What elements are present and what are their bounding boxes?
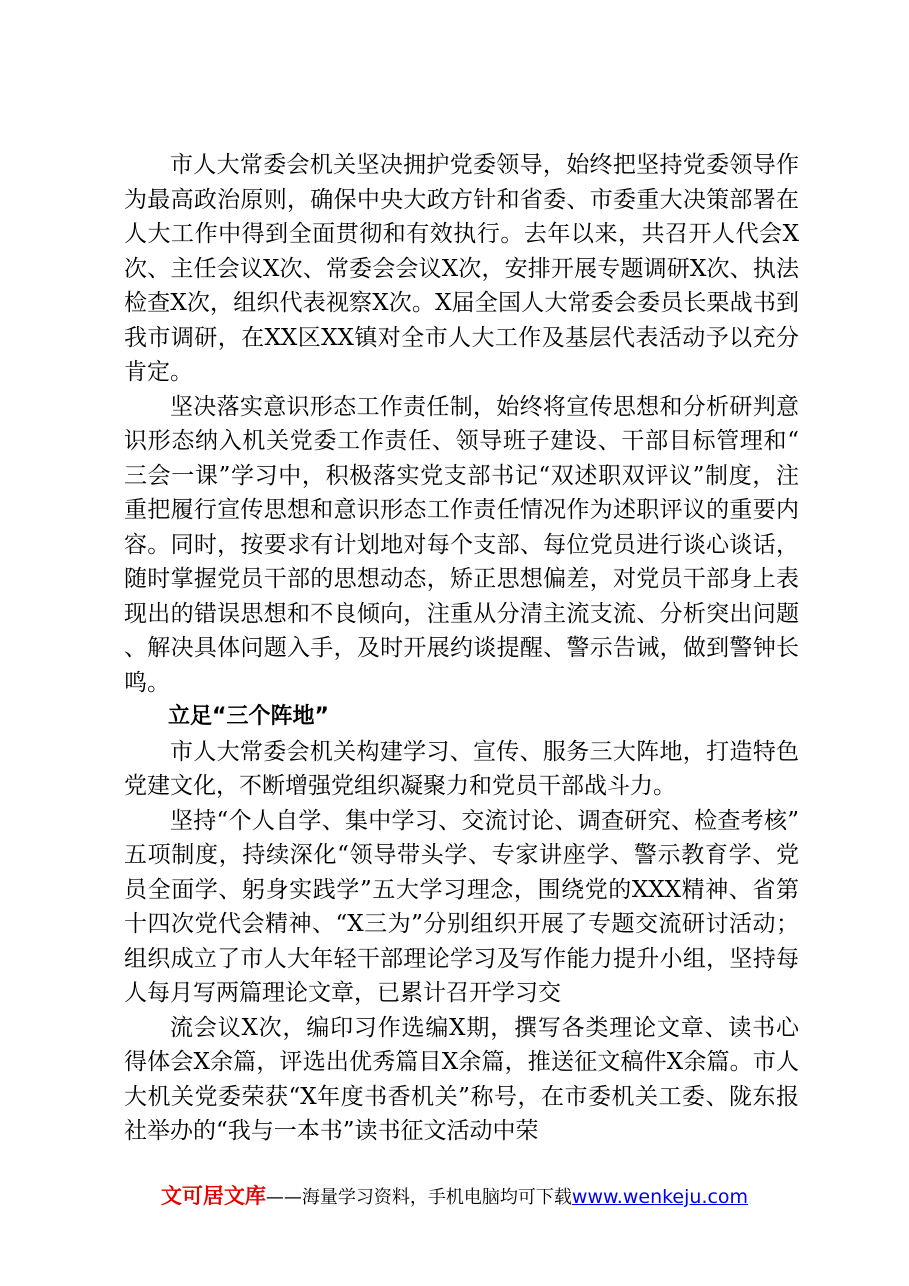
section-heading: 立足“三个阵地” xyxy=(168,704,329,729)
paragraph-study-results: 流会议X次，编印习作选编X期，撰写各类理论文章、读书心得体会X余篇，评选出优秀篇目X余篇，推送征文稿件X余篇。市人大机关党委荣获“X年度书香机关”称号，在市委机关工委、陇东报社举办的“我与一本书”读书征文活动中荣 xyxy=(124,1014,799,1144)
paragraph-party-leadership: 市人大常委会机关坚决拥护党委领导，始终把坚持党委领导作为最高政治原则，确保中央大政方针和省委、市委重大决策部署在人大工作中得到全面贯彻和有效执行。去年以来，共召开人代会X次、主任会议X次、常委会会议X次，安排开展专题调研X次、执法检查X次，组织代表视察X次。X届全国人大常委会委员长栗战书到我市调研，在XX区XX镇对全市人大工作及基层代表活动予以充分肯定。 xyxy=(124,152,799,385)
footer-brand: 文可居文库 xyxy=(160,1184,266,1208)
footer-tagline: ——海量学习资料，手机电脑均可下载 xyxy=(265,1187,572,1208)
paragraph-ideology-responsibility: 坚决落实意识形态工作责任制，始终将宣传思想和分析研判意识形态纳入机关党委工作责任、领导班子建设、干部目标管理和“三会一课”学习中，积极落实党支部书记“双述职双评议”制度，注重把履行宣传思想和意识形态工作责任情况作为述职评议的重要内容。同时，按要求有计划地对每个支部、每位党员进行谈心谈话，随时掌握党员干部的思想动态，矫正思想偏差，对党员干部身上表现出的错误思想和不良倾向，注重从分清主流支流、分析突出问题、解决具体问题入手，及时开展约谈提醒、警示告诫，做到警钟长鸣。 xyxy=(124,393,799,696)
footer-banner xyxy=(0,1182,909,1212)
paragraph-three-positions: 市人大常委会机关构建学习、宣传、服务三大阵地，打造特色党建文化，不断增强党组织凝聚力和党员干部战斗力。 xyxy=(124,738,799,799)
footer-link[interactable]: www.wenkeju.com xyxy=(571,1186,749,1208)
paragraph-study-system: 坚持“个人自学、集中学习、交流讨论、调查研究、检查考核”五项制度，持续深化“领导带头学、专家讲座学、警示教育学、党员全面学、躬身实践学”五大学习理念，围绕党的XXX精神、省第十四次党代会精神、“X三为”分别组织开展了专题交流研讨活动；组织成立了市人大年轻干部理论学习及写作能力提升小组，坚持每人每月写两篇理论文章，已累计召开学习交 xyxy=(124,807,799,1006)
document-body xyxy=(124,148,799,1149)
